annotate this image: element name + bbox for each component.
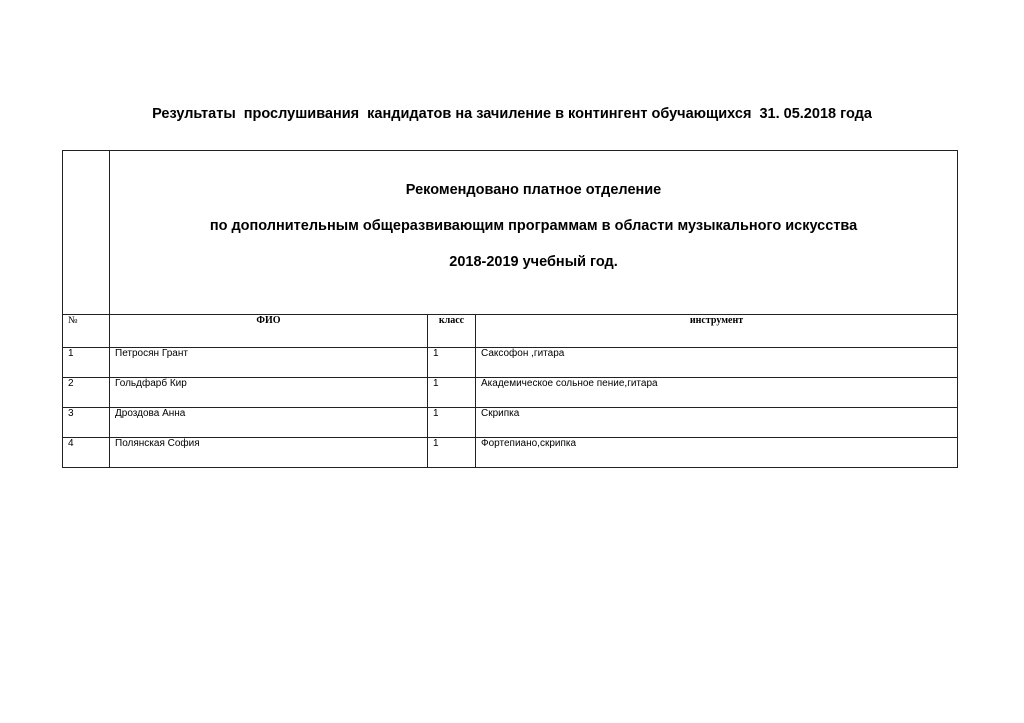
table-row [63,348,958,378]
cell-name: Полянская София [110,438,428,468]
cell-instrument: Академическое сольное пение,гитара [476,378,958,408]
cell-num: 3 [63,408,110,438]
table-header-row [63,315,958,348]
cell-name: Петросян Грант [110,348,428,378]
header-num: № [63,315,110,348]
banner-row [63,151,958,315]
cell-class: 1 [428,408,476,438]
cell-num: 1 [63,348,110,378]
cell-class: 1 [428,378,476,408]
cell-name: Гольдфарб Кир [110,378,428,408]
results-table [62,150,958,468]
banner-empty-cell [63,151,110,315]
header-instrument: инструмент [476,315,958,348]
cell-class: 1 [428,438,476,468]
banner-line-year: 2018-2019 учебный год. [449,254,618,270]
cell-class: 1 [428,348,476,378]
banner-line-program: по дополнительным общеразвивающим программам в области музыкального искусства [209,218,858,234]
document-title: Результаты прослушивания кандидатов на зачиление в контингент обучающихся 31. 05.2018 года [152,106,872,122]
cell-instrument: Скрипка [476,408,958,438]
table-row [63,378,958,408]
table-row [63,408,958,438]
cell-instrument: Фортепиано,скрипка [476,438,958,468]
cell-name: Дроздова Анна [110,408,428,438]
cell-num: 4 [63,438,110,468]
header-name: ФИО [110,315,428,348]
header-class: класс [428,315,476,348]
table-row [63,438,958,468]
cell-instrument: Саксофон ,гитара [476,348,958,378]
banner-cell [110,151,958,315]
banner-line-department: Рекомендовано платное отделение [405,182,662,198]
cell-num: 2 [63,378,110,408]
